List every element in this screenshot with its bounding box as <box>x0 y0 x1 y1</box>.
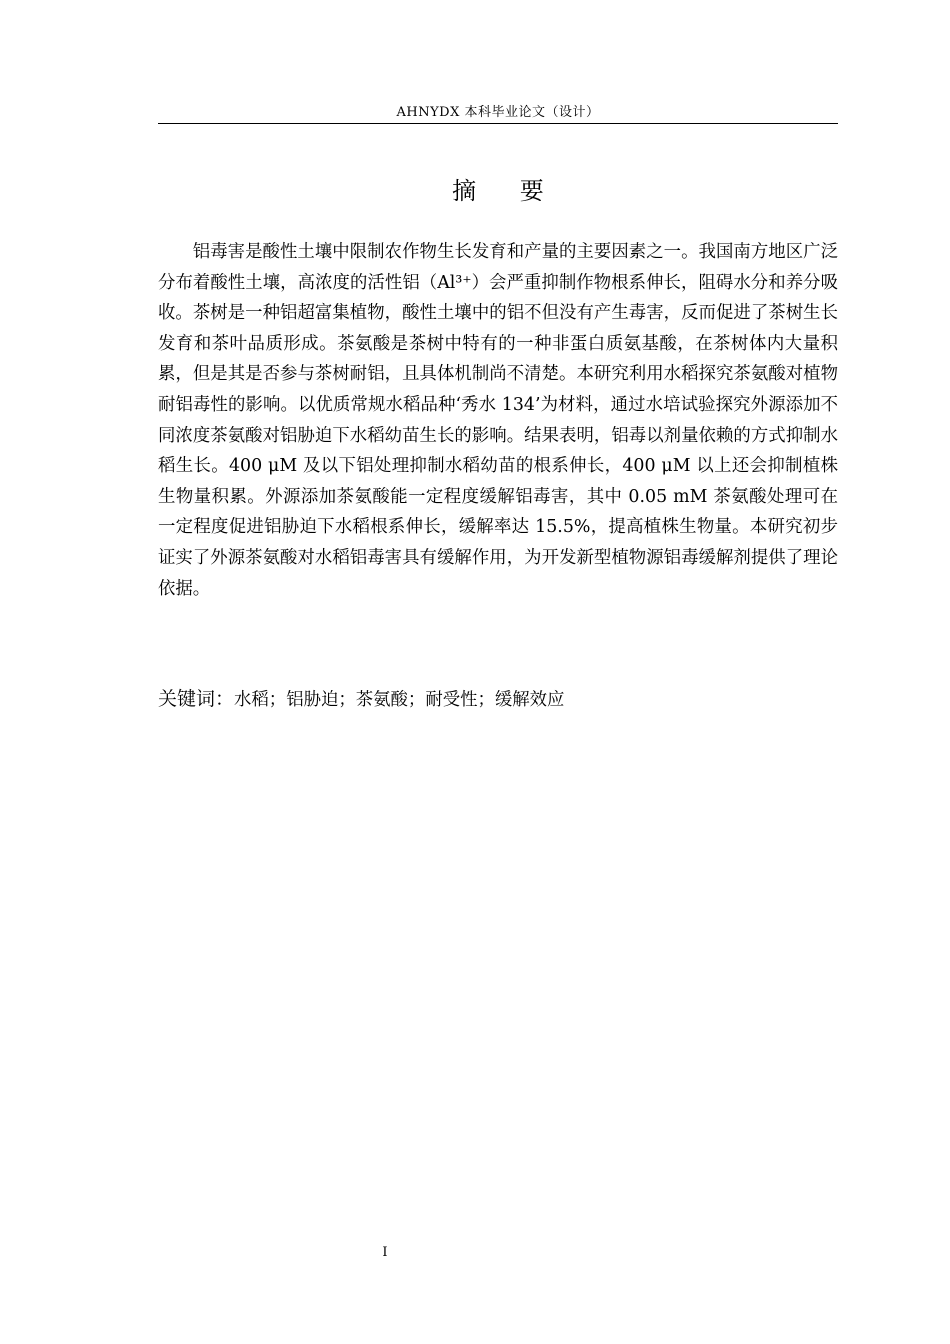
keywords-terms: 水稻；铝胁迫；茶氨酸；耐受性；缓解效应 <box>234 690 565 710</box>
abstract-body: 铝毒害是酸性土壤中限制农作物生长发育和产量的主要因素之一。我国南方地区广泛分布着酸性土壤，高浓度的活性铝（Al³⁺）会严重抑制作物根系伸长，阻碍水分和养分吸收。茶树是一种铝超富集植物，酸性土壤中的铝不但没有产生毒害，反而促进了茶树生长发育和茶叶品质形成。茶氨酸是茶树中特有的一种非蛋白质氨基酸，在茶树体内大量积累，但是其是否参与茶树耐铝，且具体机制尚不清楚。本研究利用水稻探究茶氨酸对植物耐铝毒性的影响。以优质常规水稻品种‘秀水 134’为材料，通过水培试验探究外源添加不同浓度茶氨酸对铝胁迫下水稻幼苗生长的影响。结果表明，铝毒以剂量依赖的方式抑制水稻生长。400 μM 及以下铝处理抑制水稻幼苗的根系伸长，400 μM 以上还会抑制植株生物量积累。外源添加茶氨酸能一定程度缓解铝毒害，其中 0.05 mM 茶氨酸处理可在一定程度促进铝胁迫下水稻根系伸长，缓解率达 15.5%，提高植株生物量。本研究初步证实了外源茶氨酸对水稻铝毒害具有缓解作用，为开发新型植物源铝毒缓解剂提供了理论依据。 <box>158 242 838 599</box>
keywords-line <box>158 684 838 715</box>
header-rule <box>158 123 838 124</box>
keywords-label: 关键词： <box>158 688 235 710</box>
page-number: I <box>382 1245 388 1260</box>
abstract-title: 摘 要 <box>452 177 562 205</box>
running-header: AHNYDX 本科毕业论文（设计） <box>396 105 600 120</box>
